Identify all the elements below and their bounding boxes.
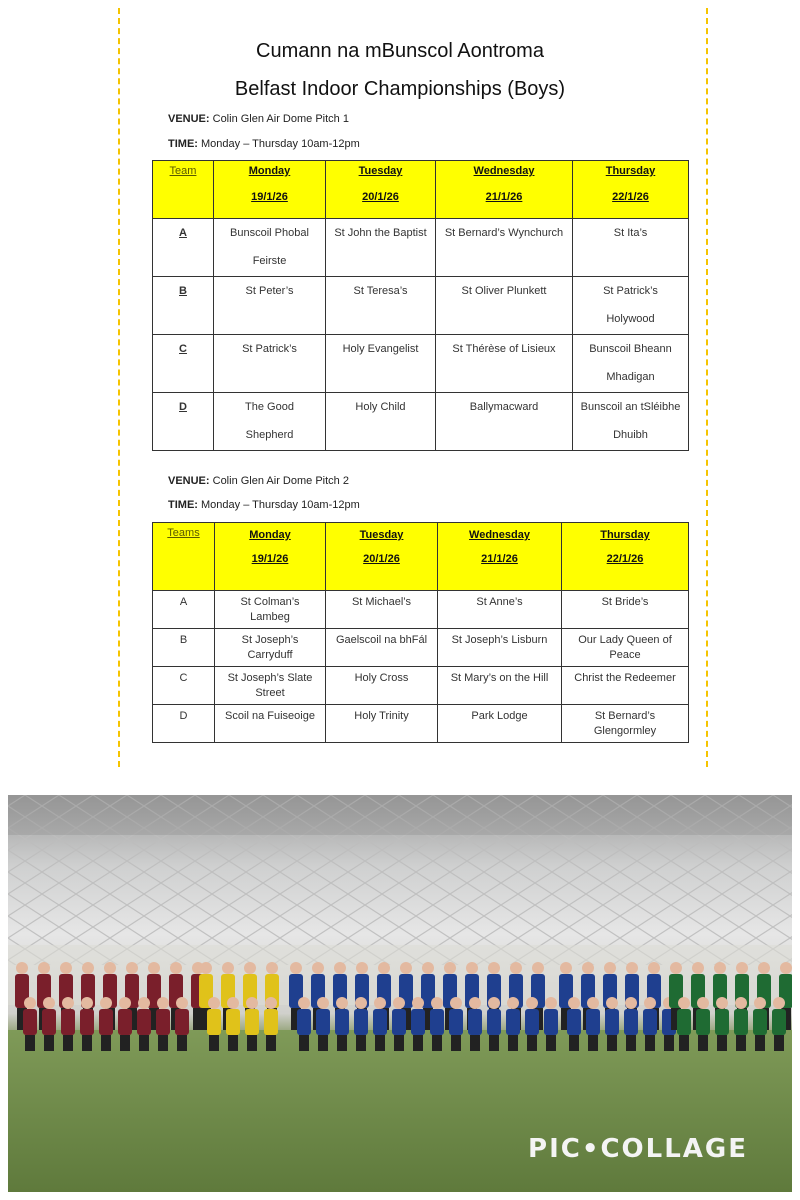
school-name-line: St Joseph’s Lisburn	[451, 634, 548, 646]
team-letter: C	[153, 667, 215, 705]
pitch2-schedule-table	[152, 522, 689, 743]
school-name-line: St Bernard’s Wynchurch	[444, 227, 564, 239]
team-column-header	[153, 161, 214, 219]
venue-label: VENUE:	[168, 475, 210, 487]
table-header-row	[153, 161, 689, 219]
school-name-line: St Bernard’s	[594, 710, 656, 722]
venue-value: Colin Glen Air Dome Pitch 1	[209, 113, 349, 125]
team-letter: B	[153, 629, 215, 667]
table-row	[153, 277, 689, 335]
day-name: Thursday	[600, 529, 650, 541]
school-cell	[215, 591, 326, 629]
pitch1-time	[168, 138, 360, 150]
day-date: 19/1/26	[251, 191, 288, 203]
school-name-line: Park Lodge	[471, 710, 528, 722]
dome-shadow	[8, 795, 792, 835]
school-name-line: Bunscoil Phobal	[230, 227, 309, 239]
piccollage-watermark: PIC•COLLAGE	[528, 1134, 748, 1164]
school-cell	[438, 629, 562, 667]
day-name: Tuesday	[359, 529, 404, 541]
school-name-line: Glengormley	[593, 725, 657, 737]
day-date: 21/1/26	[485, 191, 523, 203]
school-name-line: St John the Baptist	[334, 227, 427, 239]
school-name-line: Our Lady Queen of	[578, 634, 672, 646]
player-figure	[245, 997, 259, 1051]
school-cell	[326, 219, 436, 277]
venue-value: Colin Glen Air Dome Pitch 2	[209, 475, 349, 487]
day-name: Wednesday	[469, 529, 530, 541]
day-date: 22/1/26	[606, 553, 644, 565]
school-name-line: Holy Child	[355, 401, 406, 413]
player-figure	[624, 997, 638, 1051]
school-cell	[438, 667, 562, 705]
player-figure	[316, 997, 330, 1051]
day-column-header	[326, 161, 436, 219]
school-name-line: St Ita’s	[613, 227, 648, 239]
team-group-photo	[8, 795, 792, 1192]
player-figure	[605, 997, 619, 1051]
school-name-line: Ballymacward	[469, 401, 539, 413]
school-cell	[326, 667, 438, 705]
day-column-header	[562, 523, 689, 591]
player-figure	[544, 997, 558, 1051]
player-figure	[175, 997, 189, 1051]
player-figure	[99, 997, 113, 1051]
pitch2-time	[168, 499, 360, 511]
team-letter: D	[153, 705, 215, 743]
day-date: 21/1/26	[481, 553, 518, 565]
player-figure	[137, 997, 151, 1051]
table-row	[153, 219, 689, 277]
player-figure	[487, 997, 501, 1051]
day-column-header	[436, 161, 573, 219]
school-cell	[214, 393, 326, 451]
team-letter: D	[153, 393, 214, 451]
table-row	[153, 629, 689, 667]
school-name-line: St Bride’s	[601, 596, 649, 608]
school-name-line: Holy Cross	[354, 672, 409, 684]
school-name-line: St Thérèse of Lisieux	[452, 343, 556, 355]
school-cell	[562, 667, 689, 705]
school-name-line: Carryduff	[247, 649, 293, 661]
player-figure	[586, 997, 600, 1051]
player-figure	[506, 997, 520, 1051]
table-row	[153, 667, 689, 705]
player-figure	[643, 997, 657, 1051]
day-date: 20/1/26	[362, 191, 399, 203]
pitch2-venue	[168, 475, 349, 487]
left-dashed-border	[118, 8, 120, 767]
school-name-line: St Colman’s	[240, 596, 300, 608]
school-name-line: Holy Evangelist	[342, 343, 419, 355]
player-figure	[411, 997, 425, 1051]
time-value: Monday – Thursday 10am-12pm	[197, 499, 360, 511]
school-cell	[436, 393, 573, 451]
school-cell	[214, 219, 326, 277]
player-figure	[468, 997, 482, 1051]
pitch-turf	[8, 1030, 792, 1192]
school-name-line: St Patrick’s	[242, 343, 297, 355]
day-column-header	[215, 523, 326, 591]
school-cell	[214, 277, 326, 335]
school-name-line: The Good	[245, 401, 294, 413]
school-cell	[326, 335, 436, 393]
school-cell	[438, 591, 562, 629]
school-cell	[215, 667, 326, 705]
player-figure	[715, 997, 729, 1051]
school-cell	[326, 277, 436, 335]
day-date: 20/1/26	[363, 553, 400, 565]
school-cell	[562, 705, 689, 743]
day-column-header	[573, 161, 689, 219]
school-cell	[562, 591, 689, 629]
day-column-header	[214, 161, 326, 219]
day-column-header	[326, 523, 438, 591]
player-figure	[156, 997, 170, 1051]
day-name: Monday	[249, 529, 291, 541]
player-figure	[392, 997, 406, 1051]
player-figure	[525, 997, 539, 1051]
school-cell	[438, 705, 562, 743]
school-name-line: Shepherd	[245, 429, 294, 441]
right-dashed-border	[706, 8, 708, 767]
team-letter: C	[153, 335, 214, 393]
pitch1-venue	[168, 113, 349, 125]
player-figure	[734, 997, 748, 1051]
player-figure	[373, 997, 387, 1051]
table-row	[153, 393, 689, 451]
day-name: Thursday	[605, 165, 656, 177]
player-figure	[226, 997, 240, 1051]
school-name-line: Peace	[609, 649, 641, 661]
school-name-line: Holy Trinity	[354, 710, 409, 722]
time-value: Monday – Thursday 10am-12pm	[197, 138, 360, 150]
school-cell	[326, 705, 438, 743]
table-row	[153, 335, 689, 393]
pitch1-schedule-table	[152, 160, 689, 451]
day-name: Wednesday	[473, 165, 535, 177]
player-figure	[297, 997, 311, 1051]
school-cell	[326, 591, 438, 629]
player-figure	[23, 997, 37, 1051]
school-name-line: Dhuibh	[613, 429, 648, 441]
dome-photo-illustration	[8, 795, 792, 1192]
table-row	[153, 591, 689, 629]
player-figure	[207, 997, 221, 1051]
time-label: TIME:	[168, 138, 198, 150]
school-name-line: St Teresa’s	[353, 285, 408, 297]
school-cell	[214, 335, 326, 393]
document-title: Cumann na mBunscol Aontroma	[256, 40, 544, 62]
day-name: Tuesday	[358, 165, 403, 177]
school-name-line: Bunscoil an tSléibhe	[580, 401, 681, 413]
team-column-header	[153, 523, 215, 591]
school-name-line: St Patrick’s	[603, 285, 658, 297]
school-cell	[573, 219, 689, 277]
school-cell	[562, 629, 689, 667]
player-figure	[677, 997, 691, 1051]
day-name: Monday	[248, 165, 291, 177]
school-name-line: Gaelscoil na bhFál	[335, 634, 428, 646]
player-figure	[696, 997, 710, 1051]
school-name-line: St Michael’s	[351, 596, 412, 608]
team-header-label: Teams	[167, 527, 200, 539]
school-name-line: Lambeg	[250, 611, 290, 623]
player-figure	[354, 997, 368, 1051]
player-figure	[430, 997, 444, 1051]
school-cell	[573, 277, 689, 335]
player-figure	[772, 997, 786, 1051]
team-letter: A	[153, 591, 215, 629]
school-cell	[326, 629, 438, 667]
school-name-line: Mhadigan	[606, 371, 655, 383]
player-figure	[264, 997, 278, 1051]
player-figure	[335, 997, 349, 1051]
team-header-label: Team	[169, 165, 197, 177]
school-name-line: Bunscoil Bheann	[589, 343, 672, 355]
school-name-line: St Anne’s	[476, 596, 523, 608]
time-label: TIME:	[168, 499, 198, 511]
school-name-line: Feirste	[252, 255, 287, 267]
venue-label: VENUE:	[168, 113, 210, 125]
school-cell	[326, 393, 436, 451]
table-row	[153, 705, 689, 743]
school-name-line: St Oliver Plunkett	[461, 285, 547, 297]
player-figure	[753, 997, 767, 1051]
school-name-line: St Peter’s	[245, 285, 294, 297]
player-figure	[449, 997, 463, 1051]
player-figure	[118, 997, 132, 1051]
player-figure	[80, 997, 94, 1051]
school-cell	[573, 335, 689, 393]
player-figure	[567, 997, 581, 1051]
day-date: 19/1/26	[251, 553, 289, 565]
table-header-row	[153, 523, 689, 591]
school-name-line: St Mary’s on the Hill	[450, 672, 549, 684]
school-name-line: St Joseph’s Slate	[227, 672, 313, 684]
day-column-header	[438, 523, 562, 591]
school-name-line: Scoil na Fuiseoige	[225, 710, 315, 722]
school-cell	[436, 277, 573, 335]
player-figure	[61, 997, 75, 1051]
school-cell	[436, 219, 573, 277]
document-subtitle: Belfast Indoor Championships (Boys)	[234, 78, 566, 100]
day-date: 22/1/26	[612, 191, 649, 203]
school-cell	[573, 393, 689, 451]
player-figure	[42, 997, 56, 1051]
school-cell	[436, 335, 573, 393]
school-name-line: Street	[255, 687, 285, 699]
team-letter: B	[153, 277, 214, 335]
school-name-line: Holywood	[606, 313, 655, 325]
school-name-line: St Joseph’s	[241, 634, 299, 646]
team-letter: A	[153, 219, 214, 277]
school-name-line: Christ the Redeemer	[574, 672, 676, 684]
school-cell	[215, 629, 326, 667]
school-cell	[215, 705, 326, 743]
